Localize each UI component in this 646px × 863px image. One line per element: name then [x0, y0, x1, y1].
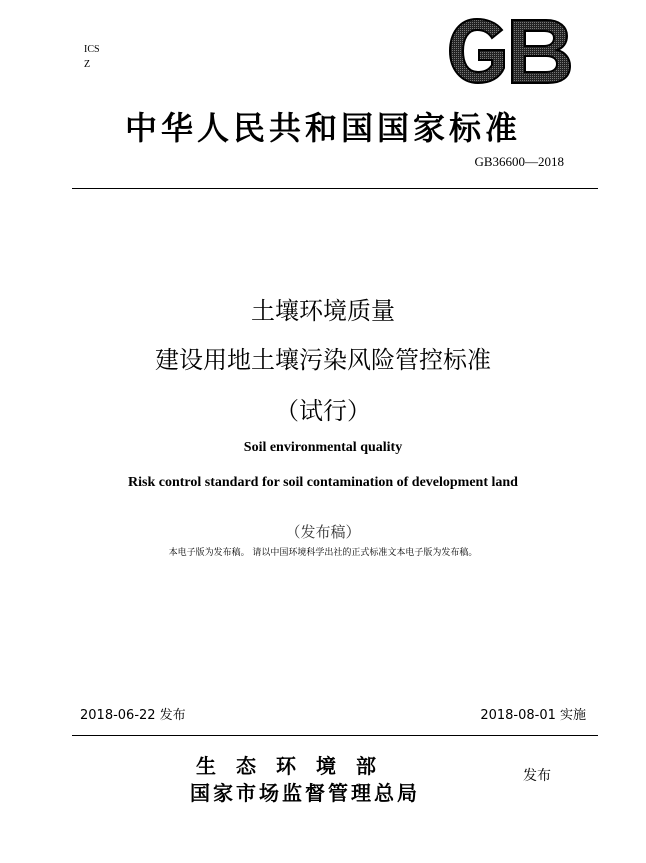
title-zh-line3: （试行）	[275, 397, 371, 425]
title-en-line1: Soil environmental quality	[243, 440, 403, 455]
gb-logo-icon	[446, 16, 572, 86]
ics-label: ICS	[84, 44, 100, 55]
issuer-ministry: 生态环境部	[196, 754, 396, 778]
z-label: Z	[84, 59, 91, 70]
issuer-administration: 国家市场监督管理总局	[190, 781, 420, 805]
electronic-version-notice: 本电子版为发布稿。 请以中国环境科学出社的正式标准文本电子版为发布稿。	[168, 548, 478, 558]
title-zh-line1: 土壤环境质量	[251, 297, 395, 325]
bottom-divider	[72, 735, 598, 736]
title-en-line2: Risk control standard for soil contamination of development land	[128, 475, 518, 490]
draft-label: （发布稿）	[285, 523, 361, 541]
national-standard-title: 中华人民共和国国家标准	[124, 109, 521, 147]
top-divider	[72, 188, 598, 189]
standard-number: GB36600—2018	[474, 154, 564, 169]
title-zh-line2: 建设用地土壤污染风险管控标准	[155, 346, 491, 374]
issue-date: 2018-06-22 发布	[80, 708, 186, 723]
ics-classification	[84, 42, 100, 72]
publish-label: 发布	[523, 768, 551, 784]
implementation-date: 2018-08-01 实施	[480, 708, 586, 723]
